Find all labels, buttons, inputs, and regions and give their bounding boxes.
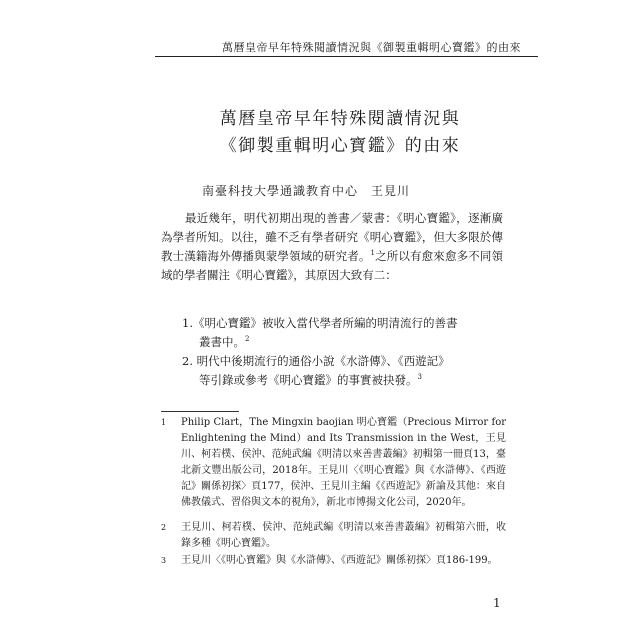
footnote-text: Philip Clart，The Mingxin baojian 明心寶鑑（Precious Mirror for Enlightening the Mind）and Its Transmission in the West，王見川、柯若樸、侯沖、范純武編《明清以來善書叢編》初輯第一冊頁13，臺北新文豐出版公司，2018年。王見川〈《明心寶鑑》與《水滸傳》、《西遊記》關係初探〉頁177，侯沖、王見川主編《《西遊記》新論及其他：來自佛教儀式、習俗與文本的視角》，新北市博揚文化公司，2020年。	[181, 417, 506, 508]
title-line-2: 《御製重輯明心寶鑑》的由來	[219, 136, 461, 156]
footnote-mark-3[interactable]: 3	[417, 373, 422, 382]
header-rule	[155, 56, 538, 57]
paragraph-text: 最近幾年，明代初期出現的善書／蒙書：《明心寶鑑》，逐漸廣為學者所知。以往，雖不乏有學者研究《明心寶鑑》，但大多限於傳教士漢籍海外傳播與蒙學領域的研究者。	[161, 211, 503, 263]
footnote-1	[161, 415, 506, 511]
footnote-number: 2	[161, 523, 167, 532]
footnote-text: 王見川〈《明心寶鑑》與《水滸傳》、《西遊記》關係初探〉頁186-199。	[181, 555, 498, 566]
list-item-2-line-1: 2. 明代中後期流行的通俗小說《水滸傳》、《西遊記》	[182, 354, 450, 368]
footnote-mark-2[interactable]: 2	[245, 335, 250, 344]
footnote-2	[161, 520, 506, 552]
title-line-1: 萬曆皇帝早年特殊閱讀情況與	[219, 109, 461, 129]
author-affiliation: 南臺科技大學通識教育中心 王見川	[202, 184, 411, 198]
footnote-3	[161, 553, 506, 569]
page-number: 1	[493, 596, 501, 610]
list-item-1-line-1: 1.《明心寶鑑》被收入當代學者所編的明清流行的善書	[182, 316, 458, 330]
footnote-number: 1	[161, 418, 167, 427]
footnote-rule	[161, 411, 239, 412]
body-paragraph	[161, 209, 503, 285]
list-item-1-line-2: 叢書中。	[199, 335, 245, 349]
list-item-2-line-2: 等引錄或參考《明心寶鑑》的事實被抉發。	[199, 373, 418, 387]
paragraph-tail: 之所以有愈來愈多不同領域的學者關注《明心寶鑑》，其原因大致有二：	[161, 249, 503, 282]
list-item	[182, 352, 502, 390]
list-item	[182, 314, 502, 352]
footnote-number: 3	[161, 556, 167, 565]
footnote-text: 王見川、柯若樸、侯沖、范純武編《明清以來善書叢編》初輯第六冊，收錄多種《明心寶鑑》。	[181, 522, 506, 549]
running-header: 萬曆皇帝早年特殊閱讀情況與《御製重輯明心寶鑑》的由來	[222, 41, 521, 54]
footnote-mark-1[interactable]: 1	[370, 249, 375, 258]
